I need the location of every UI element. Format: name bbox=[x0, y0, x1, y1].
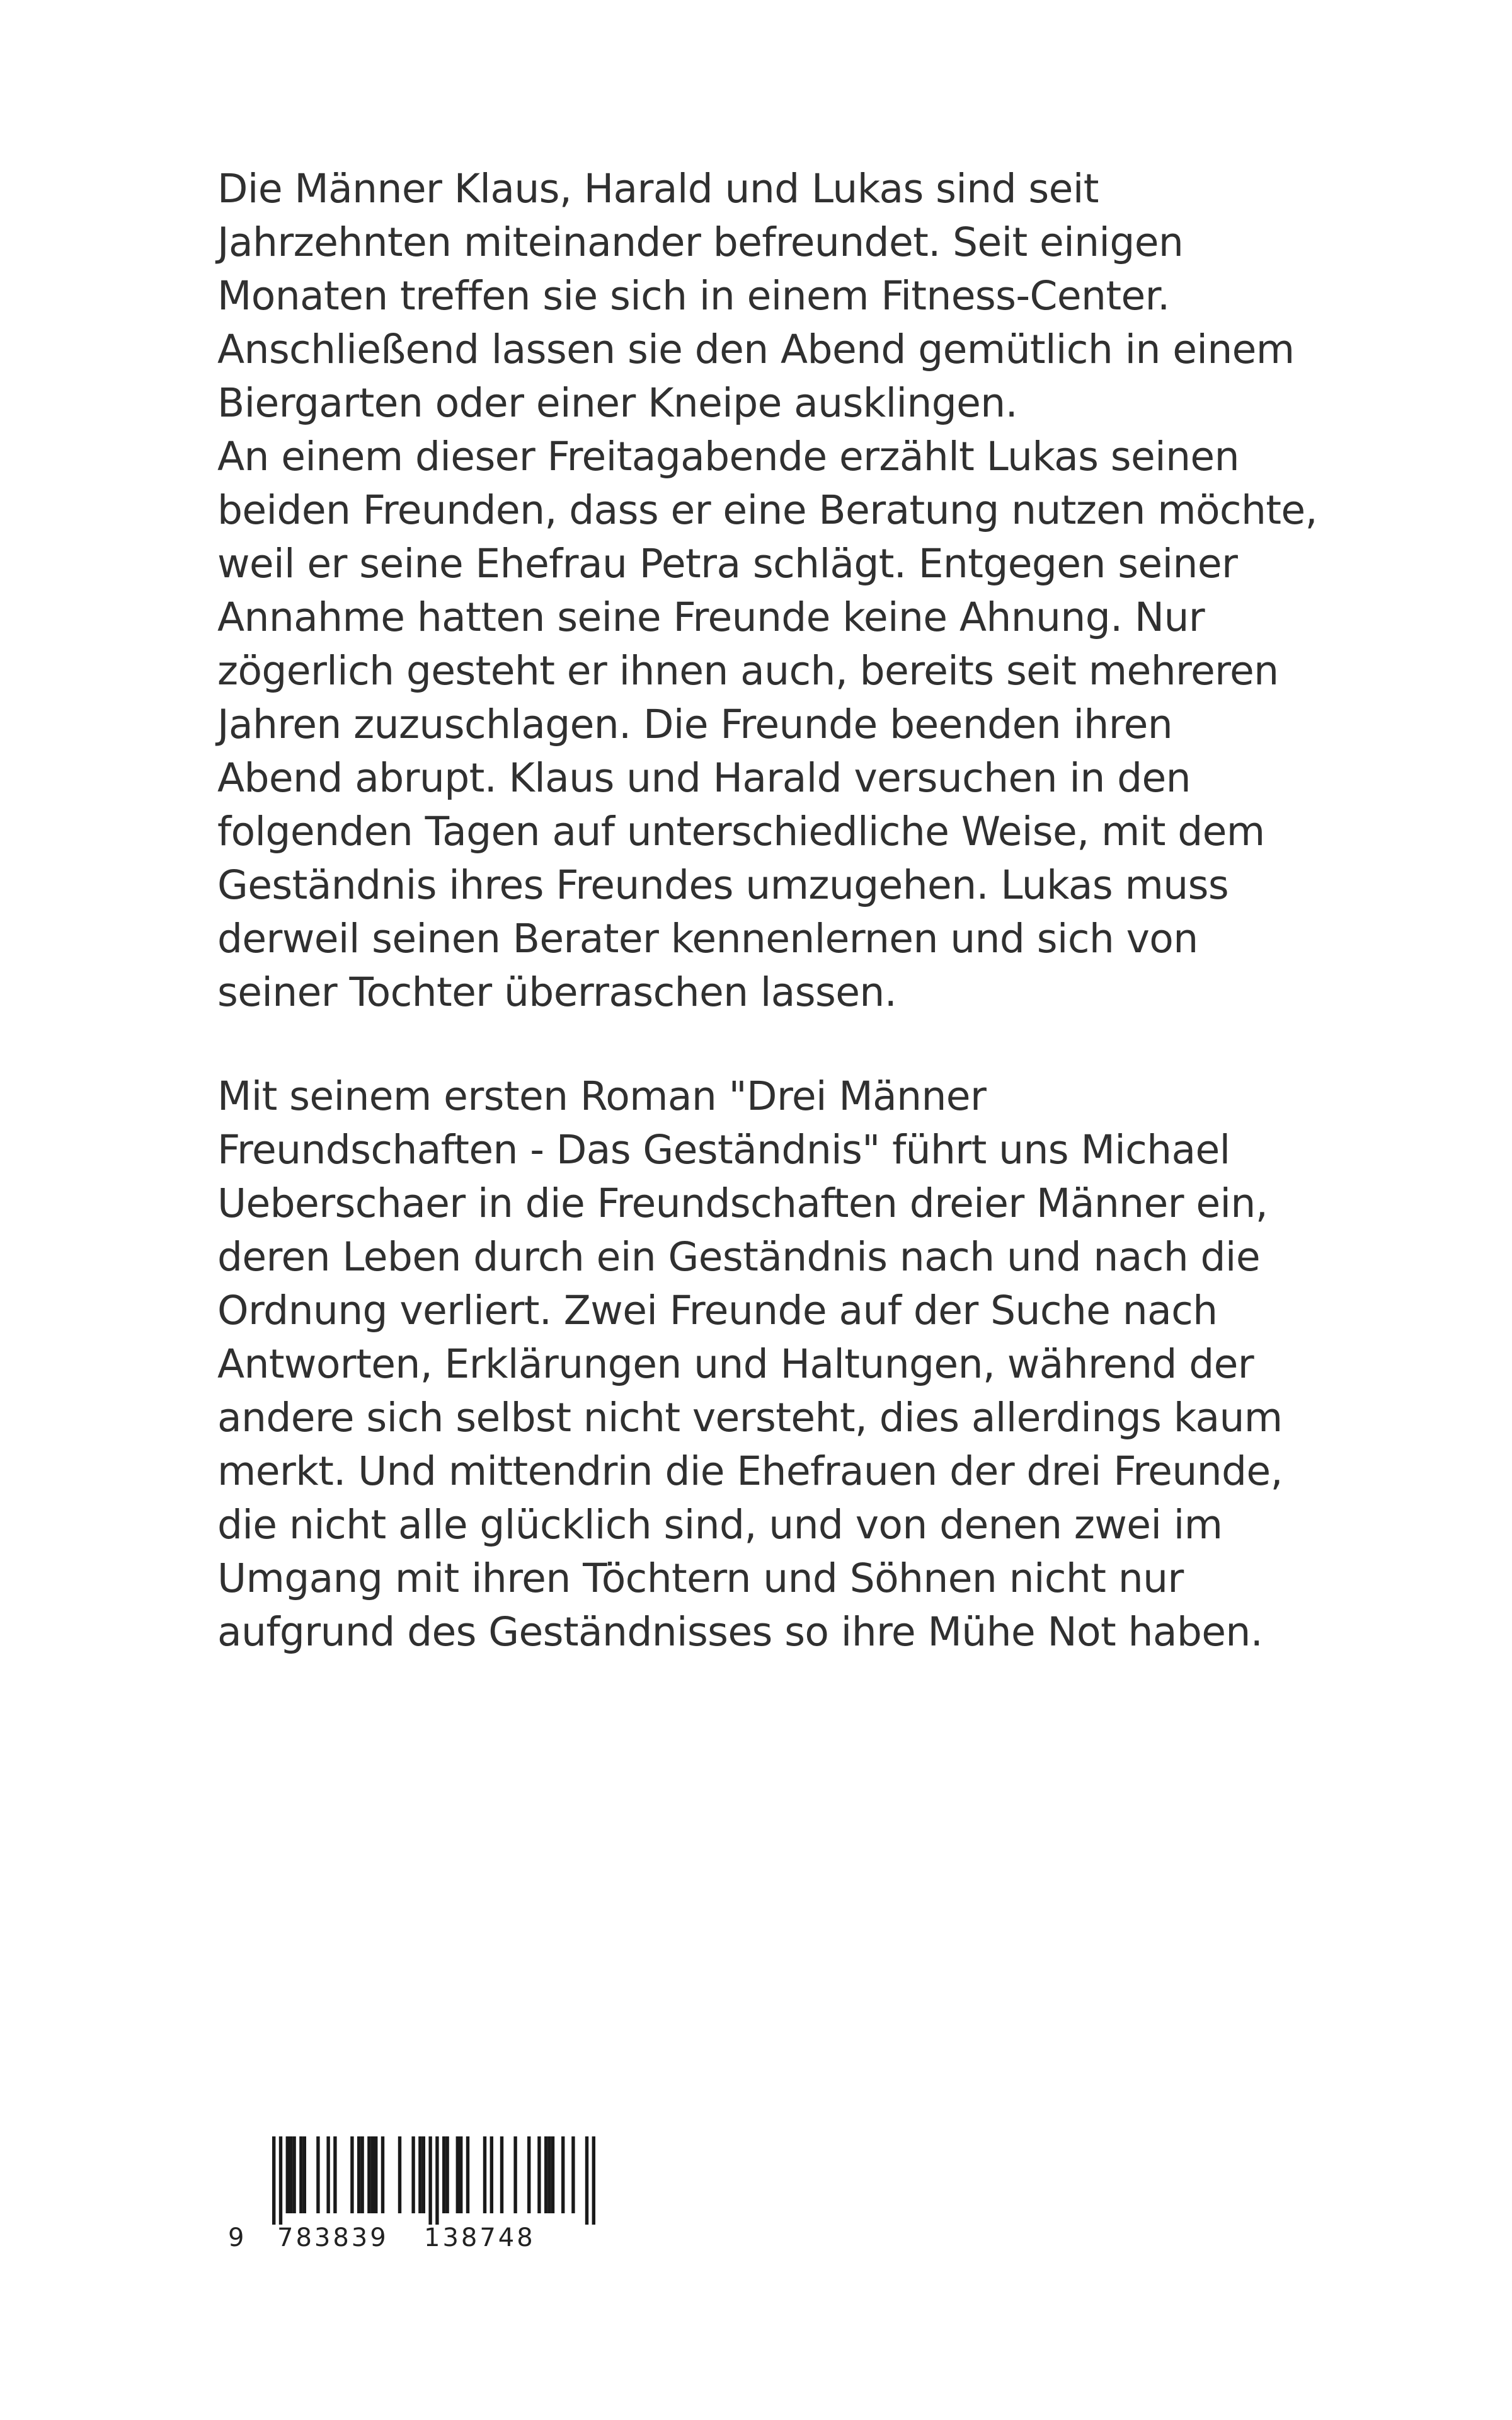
barcode-bar bbox=[527, 2136, 530, 2213]
barcode-bar bbox=[571, 2136, 575, 2213]
barcode-bar bbox=[350, 2136, 353, 2213]
blurb-line: folgenden Tagen auf unterschiedliche Weise, mit dem bbox=[217, 809, 1265, 855]
barcode-bar bbox=[422, 2136, 425, 2213]
isbn-barcode bbox=[222, 2136, 600, 2294]
barcode-bar bbox=[381, 2136, 384, 2213]
barcode-bar bbox=[490, 2136, 493, 2213]
barcode-right-digits: 138748 bbox=[424, 2223, 536, 2252]
blurb-line: Ueberschaer in die Freundschaften dreier Männer ein, bbox=[217, 1180, 1268, 1226]
barcode-guard-bar bbox=[279, 2136, 282, 2225]
blurb-line: Freundschaften - Das Geständnis" führt uns Michael bbox=[217, 1127, 1230, 1173]
blurb-line: An einem dieser Freitagabende erzählt Lukas seinen bbox=[217, 434, 1239, 480]
blurb-paragraph-1 bbox=[217, 162, 1317, 1019]
barcode-bar bbox=[357, 2136, 360, 2213]
barcode-bar bbox=[411, 2136, 415, 2213]
barcode-bar bbox=[367, 2136, 370, 2213]
blurb-line: merkt. Und mittendrin die Ehefrauen der drei Freunde, bbox=[217, 1448, 1283, 1494]
barcode-bar bbox=[513, 2136, 517, 2213]
barcode-bar bbox=[537, 2136, 541, 2213]
barcode-left-digits: 783839 bbox=[277, 2223, 389, 2252]
barcode-bar bbox=[500, 2136, 503, 2213]
blurb-line: Die Männer Klaus, Harald und Lukas sind seit bbox=[217, 166, 1099, 212]
barcode-bar bbox=[445, 2136, 449, 2213]
blurb-line: Jahren zuzuschlagen. Die Freunde beenden ihren bbox=[217, 701, 1173, 747]
barcode-guard-bar bbox=[585, 2136, 588, 2225]
blurb-line: beiden Freunden, dass er eine Beratung nutzen möchte, bbox=[217, 487, 1317, 533]
barcode-bar bbox=[286, 2136, 289, 2213]
barcode-bar bbox=[551, 2136, 554, 2213]
blurb-line: seiner Tochter überraschen lassen. bbox=[217, 969, 897, 1015]
barcode-bar bbox=[303, 2136, 306, 2213]
barcode-bar bbox=[483, 2136, 486, 2213]
barcode-bar bbox=[544, 2136, 547, 2213]
blurb-line: Monaten treffen sie sich in einem Fitness-Center. bbox=[217, 273, 1170, 319]
barcode-bar bbox=[292, 2136, 295, 2213]
blurb-line: Mit seinem ersten Roman "Drei Männer bbox=[217, 1073, 987, 1119]
blurb-line: weil er seine Ehefrau Petra schlägt. Entgegen seiner bbox=[217, 541, 1238, 587]
blurb-line: derweil seinen Berater kennenlernen und sich von bbox=[217, 916, 1198, 962]
barcode-guard-bar bbox=[435, 2136, 438, 2225]
barcode-bar bbox=[299, 2136, 302, 2213]
blurb-line: Annahme hatten seine Freunde keine Ahnung. Nur bbox=[217, 594, 1205, 640]
blurb-line: die nicht alle glücklich sind, und von denen zwei im bbox=[217, 1502, 1223, 1548]
barcode-bar bbox=[289, 2136, 292, 2213]
barcode-lead-digit: 9 bbox=[228, 2223, 247, 2252]
barcode-bar bbox=[456, 2136, 459, 2213]
barcode-bar bbox=[316, 2136, 319, 2213]
barcode-bar bbox=[371, 2136, 374, 2213]
blurb-line: Ordnung verliert. Zwei Freunde auf der Suche nach bbox=[217, 1288, 1218, 1334]
blurb-line: zögerlich gesteht er ihnen auch, bereits seit mehreren bbox=[217, 648, 1279, 694]
barcode-bar bbox=[459, 2136, 462, 2213]
blurb-paragraph-2 bbox=[217, 1069, 1288, 1659]
blurb-line: andere sich selbst nicht versteht, dies allerdings kaum bbox=[217, 1395, 1283, 1441]
blurb-line: Antworten, Erklärungen und Haltungen, während der bbox=[217, 1341, 1254, 1387]
barcode-bar bbox=[326, 2136, 329, 2213]
blurb-line: Abend abrupt. Klaus und Harald versuchen in den bbox=[217, 755, 1191, 801]
blurb-line: Umgang mit ihren Töchtern und Söhnen nicht nur bbox=[217, 1555, 1184, 1601]
barcode-bar bbox=[374, 2136, 377, 2213]
barcode-bar bbox=[418, 2136, 421, 2213]
blurb-line: Anschließend lassen sie den Abend gemütlich in einem bbox=[217, 326, 1295, 372]
barcode-bar bbox=[360, 2136, 364, 2213]
barcode-bar bbox=[333, 2136, 336, 2213]
barcode-guard-bar bbox=[428, 2136, 432, 2225]
barcode-bar bbox=[561, 2136, 564, 2213]
barcode-bar bbox=[547, 2136, 551, 2213]
barcode-guard-bar bbox=[272, 2136, 275, 2225]
blurb-line: Geständnis ihres Freundes umzugehen. Lukas muss bbox=[217, 862, 1229, 908]
barcode-bar bbox=[398, 2136, 401, 2213]
blurb-line: Biergarten oder einer Kneipe ausklingen. bbox=[217, 380, 1018, 426]
blurb-line: Jahrzehnten miteinander befreundet. Seit einigen bbox=[217, 219, 1184, 265]
blurb-line: aufgrund des Geständnisses so ihre Mühe Not haben. bbox=[217, 1609, 1263, 1655]
barcode-bar bbox=[466, 2136, 469, 2213]
blurb-line: deren Leben durch ein Geständnis nach und nach die bbox=[217, 1234, 1260, 1280]
barcode-bar bbox=[442, 2136, 445, 2213]
barcode-guard-bar bbox=[592, 2136, 595, 2225]
